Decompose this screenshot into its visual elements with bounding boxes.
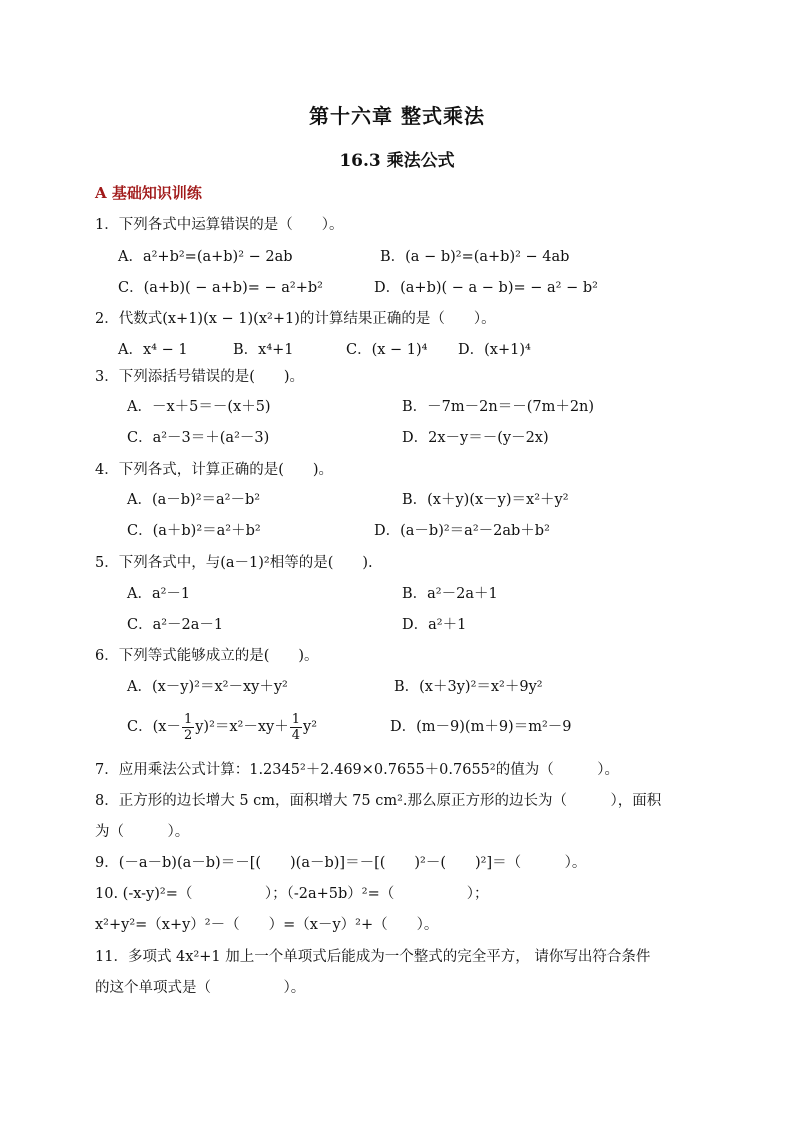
question-3-stem: 3．下列添括号错误的是( )。 xyxy=(95,369,305,385)
question-5-option-c: C．a²－2a－1 xyxy=(127,617,224,633)
question-2-option-c: C．(x − 1)⁴ xyxy=(346,342,428,358)
question-8-line-2: 为（ ）。 xyxy=(95,824,190,840)
question-3-option-d: D．2x－y＝－(y－2x) xyxy=(402,430,549,446)
question-5-option-a: A．a²－1 xyxy=(127,586,191,602)
question-5-option-d: D．a²＋1 xyxy=(402,617,467,633)
question-2-option-a: A．x⁴ − 1 xyxy=(118,342,188,358)
fraction-denominator: 4 xyxy=(291,727,301,743)
fraction-numerator: 1 xyxy=(183,711,193,727)
question-4-stem: 4．下列各式，计算正确的是( )。 xyxy=(95,462,334,478)
question-5-option-b: B．a²－2a＋1 xyxy=(402,586,498,602)
question-4-option-a: A．(a－b)²＝a²－b² xyxy=(127,492,261,508)
fraction-one-half xyxy=(182,712,194,743)
question-1-stem: 1．下列各式中运算错误的是（ ）。 xyxy=(95,217,344,233)
question-6-option-d: D．(m－9)(m＋9)＝m²－9 xyxy=(390,719,572,735)
fraction-one-quarter xyxy=(290,712,302,743)
section-title: 16.3 乘法公式 xyxy=(339,151,455,171)
question-1-option-b: B．(a − b)²=(a+b)² − 4ab xyxy=(380,249,570,265)
question-3-option-c: C．a²－3＝＋(a²－3) xyxy=(127,430,270,446)
option-c-suffix: y² xyxy=(303,719,318,735)
question-3-option-b: B．－7m－2n＝－(7m＋2n) xyxy=(402,399,595,415)
question-6-option-a: A．(x－y)²＝x²－xy＋y² xyxy=(127,679,288,695)
question-4-option-d: D．(a－b)²＝a²－2ab＋b² xyxy=(374,523,550,539)
question-1-option-d: D．(a+b)( − a − b)= − a² − b² xyxy=(374,280,598,296)
question-6-stem: 6．下列等式能够成立的是( )。 xyxy=(95,648,319,664)
question-2-option-d: D．(x+1)⁴ xyxy=(458,342,531,358)
question-7-stem: 7．应用乘法公式计算：1.2345²＋2.469×0.7655＋0.7655²的值为（ ）。 xyxy=(95,762,619,778)
question-1-option-a: A．a²+b²=(a+b)² − 2ab xyxy=(118,249,293,265)
question-6-option-c xyxy=(127,708,317,746)
question-6-option-b: B．(x＋3y)²＝x²＋9y² xyxy=(394,679,543,695)
question-9-stem: 9．(－a－b)(a－b)＝－[( )(a－b)]＝－[( )²－( )²]＝（ ）。 xyxy=(95,855,587,871)
chapter-title: 第十六章 整式乘法 xyxy=(309,104,485,128)
question-2-stem: 2．代数式(x+1)(x − 1)(x²+1)的计算结果正确的是（ ）。 xyxy=(95,311,496,327)
option-c-prefix: C．(x－ xyxy=(127,719,181,735)
question-10-line-1: 10. (-x-y)²=（ ）；（-2a+5b）²=（ ）； xyxy=(95,886,489,902)
question-1-option-c: C．(a+b)( − a+b)= − a²+b² xyxy=(118,280,323,296)
option-c-middle: y)²＝x²－xy＋ xyxy=(195,719,289,735)
question-4-option-b: B．(x＋y)(x－y)＝x²＋y² xyxy=(402,492,569,508)
question-11-line-1: 11．多项式 4x²+1 加上一个单项式后能成为一个整式的完全平方， 请你写出符合条件 xyxy=(95,949,651,965)
fraction-denominator: 2 xyxy=(183,727,193,743)
question-10-line-2: x²+y²=（x+y）²－（ ）=（x－y）²+（ ）。 xyxy=(95,917,439,933)
fraction-numerator: 1 xyxy=(291,711,301,727)
question-11-line-2: 的这个单项式是（ ）。 xyxy=(95,980,306,996)
part-label: A 基础知识训练 xyxy=(95,184,202,202)
question-5-stem: 5．下列各式中，与(a－1)²相等的是( ). xyxy=(95,555,373,571)
question-2-option-b: B．x⁴+1 xyxy=(233,342,294,358)
question-3-option-a: A．－x＋5＝－(x＋5) xyxy=(127,399,271,415)
question-4-option-c: C．(a＋b)²＝a²＋b² xyxy=(127,523,261,539)
question-8-line-1: 8．正方形的边长增大 5 cm，面积增大 75 cm².那么原正方形的边长为（ ），面积 xyxy=(95,793,662,809)
